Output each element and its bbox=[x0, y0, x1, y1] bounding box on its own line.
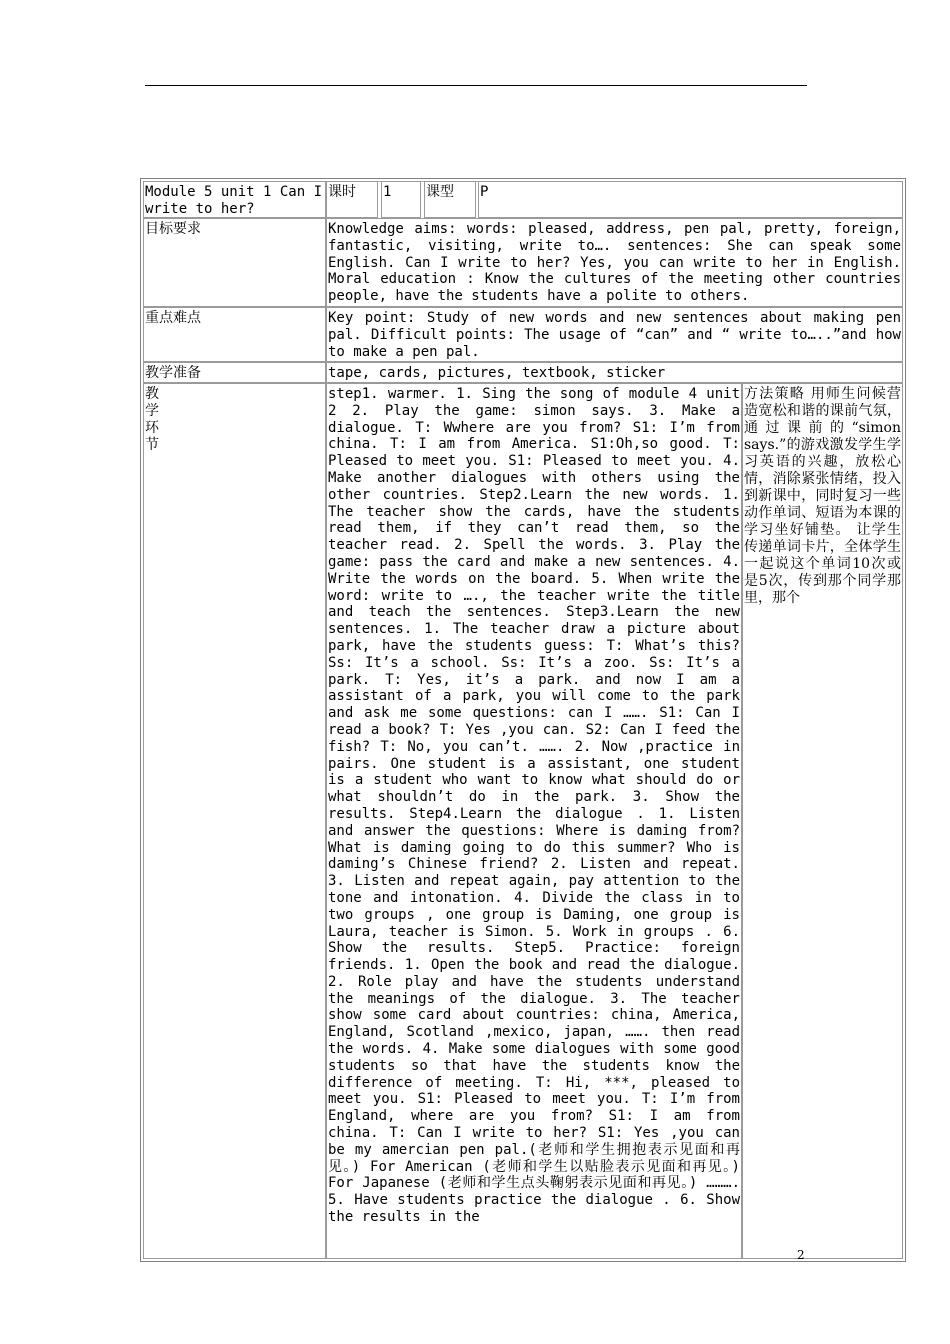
title-cell bbox=[143, 181, 326, 218]
type-label: 课型 bbox=[426, 184, 454, 200]
key-points-content-cell bbox=[326, 307, 903, 362]
type-label-cell bbox=[424, 181, 476, 218]
strategy-text: 方法策略 用师生问候营造宽松和谐的课前气氛，通过课前的“simon says.”的游戏激发学生学习英语的兴趣，放松心情，消除紧张情绪，投入到新课中，同时复习一些动作单词、短语为本课的学习坐好铺垫。 让学生传递单词卡片，全体学生一起说这个单词10次或是5次，传到那个同学那里，那个 bbox=[744, 386, 901, 606]
key-points-text: Key point: Study of new words and new sentences about making pen pal. Difficult points: The usage of “can” and “ write to…..”and how to make a pen pal. bbox=[328, 310, 901, 360]
key-points-label: 重点难点 bbox=[145, 310, 201, 326]
type-value-cell bbox=[478, 181, 903, 218]
strategy-cell bbox=[742, 383, 903, 1259]
period-value-cell bbox=[381, 181, 421, 218]
aims-label: 目标要求 bbox=[145, 221, 201, 237]
procedure-label-char: 节 bbox=[145, 437, 159, 453]
aims-label-cell bbox=[143, 218, 326, 307]
preparation-label: 教学准备 bbox=[145, 365, 201, 381]
procedure-label-char: 学 bbox=[145, 403, 159, 419]
key-points-label-cell bbox=[143, 307, 326, 362]
period-label-cell bbox=[326, 181, 378, 218]
preparation-content-cell bbox=[326, 362, 903, 383]
aims-content-cell bbox=[326, 218, 903, 307]
procedure-content-cell bbox=[326, 383, 742, 1259]
procedure-label-cell bbox=[143, 383, 326, 1259]
period-label: 课时 bbox=[328, 184, 356, 200]
preparation-label-cell bbox=[143, 362, 326, 383]
procedure-text: step1. warmer. 1. Sing the song of module 4 unit 2 2. Play the game: simon says. 3. Make a dialogue. T: Wwhere are you from? S1: I’m from china. T: I am from America. S1:Oh,so good. T: Pleased to meet you. S1: Pleased to meet you. 4. Make another dialogues with others using the other countries. Step2.Learn the new words. 1. The teacher show the cards, have the students read them, if they can’t read them, so the teacher read. 2. Spell the words. 3. Play the game: pass the card and make a new sentences. 4. Write the words on the board. 5. When write the word: write to …., the teacher write the title and teach the sentences. Step3.Learn the new sentences. 1. The teacher draw a picture about park, have the students guess: T: What’s this? Ss: It’s a school. Ss: It’s a zoo. Ss: It’s a park. T: Yes, it’s a park. and now I am a assistant of a park, you will come to the park and ask me some questions: can I ……. S1: Can I read a book? T: Yes ,you can. S2: Can I feed the fish? T: No, you can’t. ……. 2. Now ,practice in pairs. One student is a assistant, one student is a student who want to know what should do or what shouldn’t do in the park. 3. Show the results. Step4.Learn the dialogue . 1. Listen and answer the questions: Where is daming from? What is daming going to do this summer? Who is daming’s Chinese friend? 2. Listen and repeat. 3. Listen and repeat again, pay attention to the tone and intonation. 4. Divide the class in to two groups , one group is Daming, one group is Laura, teacher is Simon. 5. Work in groups . 6. Show the results. Step5. Practice: foreign friends. 1. Open the book and read the dialogue. 2. Role play and have the students understand the meanings of the dialogue. 3. The teacher show some card about countries: china, America, England, Scotland ,mexico, japan, ……. then read the words. 4. Make some dialogues with some good students so that have the students know the difference of meeting. T: Hi, ***, pleased to meet you. S1: Pleased to meet you. T: I’m from England, where are you from? S1: I am from china. T: Can I write to her? S1: Yes ,you can be my amercian pen pal.(老师和学生拥抱表示见面和再见。) For American (老师和学生以贴脸表示见面和再见。) For Japanese (老师和学生点头鞠躬表示见面和再见。) ………. 5. Have students practice the dialogue . 6. Show the results in the bbox=[328, 386, 740, 1226]
procedure-label-char: 教 bbox=[145, 386, 159, 402]
page-number: 2 bbox=[797, 1248, 805, 1262]
period-value: 1 bbox=[383, 184, 392, 200]
procedure-label bbox=[145, 386, 159, 454]
aims-text: Knowledge aims: words: pleased, address, pen pal, pretty, foreign, fantastic, visiting, write to…. sentences: She can speak some English. Can I write to her? Yes, you can write to her in English. Moral education : Know the cultures of the meeting other countries people, have the students have a polite to others. bbox=[328, 221, 901, 305]
lesson-title: Module 5 unit 1 Can I write to her? bbox=[145, 184, 323, 217]
header-rule bbox=[145, 85, 807, 86]
type-value: P bbox=[480, 184, 489, 200]
procedure-label-char: 环 bbox=[145, 420, 159, 436]
preparation-text: tape, cards, pictures, textbook, sticker bbox=[328, 365, 666, 381]
